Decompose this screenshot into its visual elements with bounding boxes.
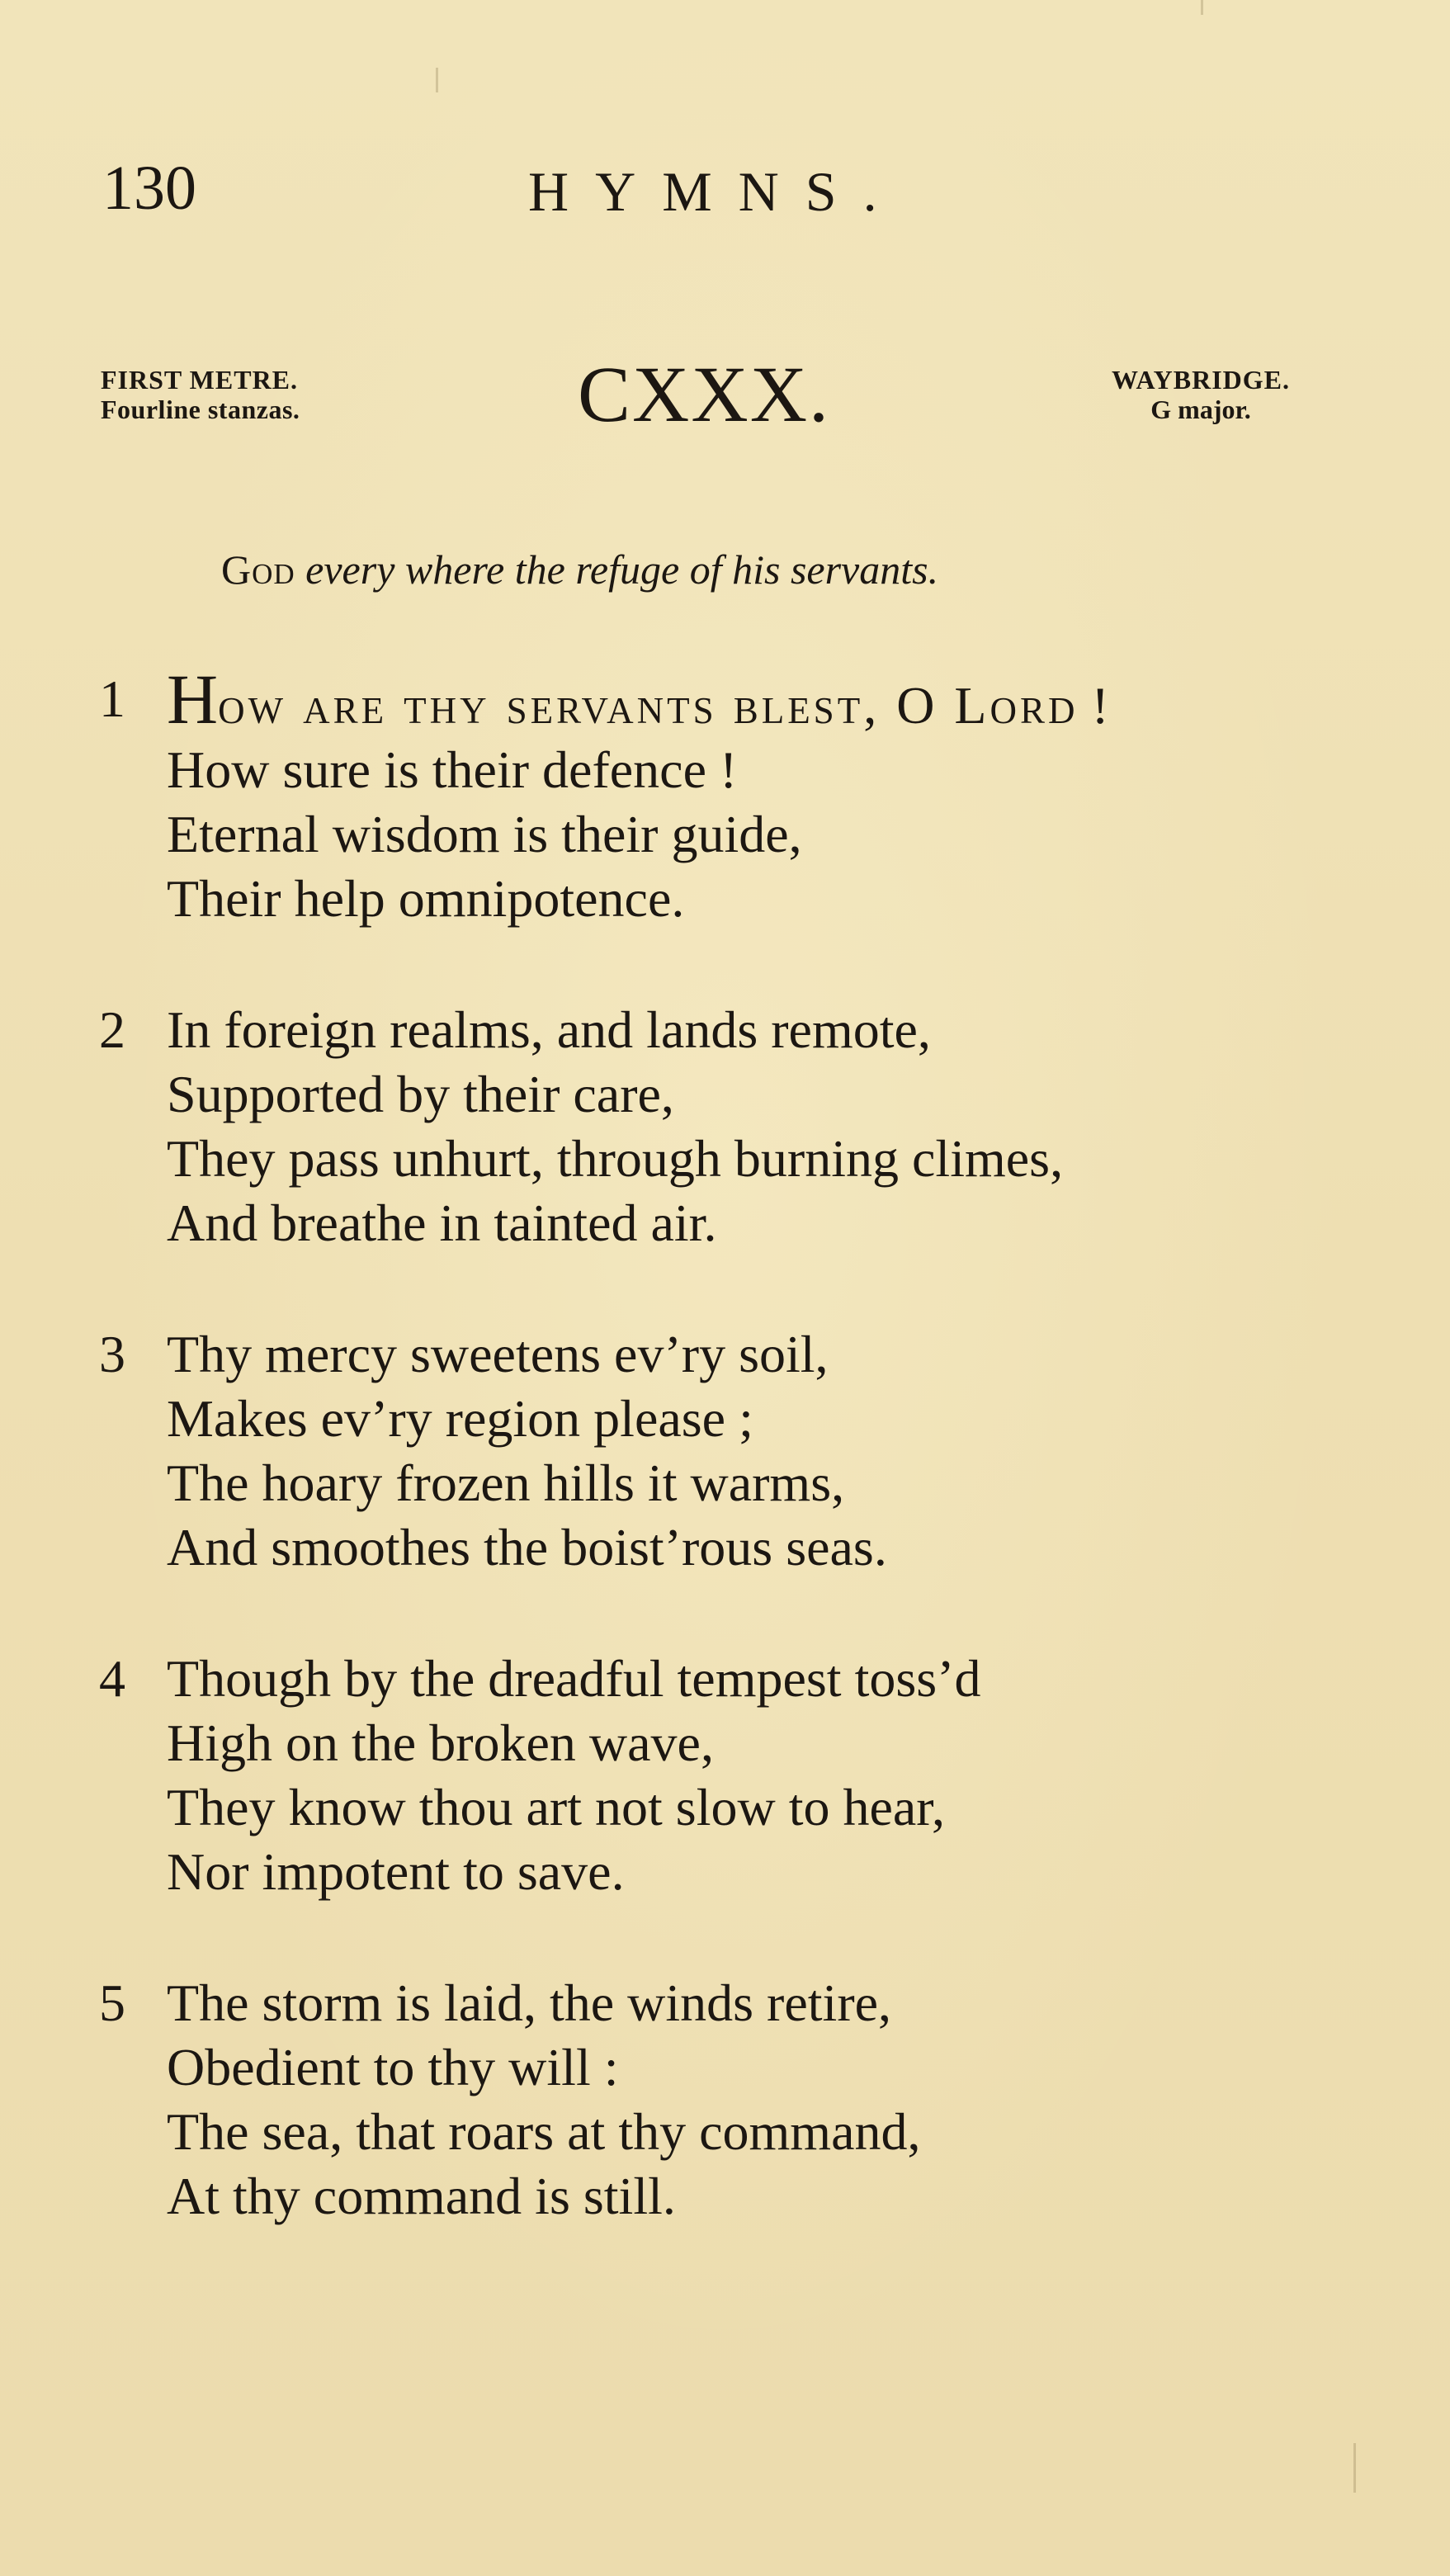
stanza-5: [99, 1971, 1386, 2229]
stanza-number: 3: [99, 1325, 125, 1383]
metre-info: [101, 365, 300, 424]
stanza-form-label: Fourline stanzas.: [101, 395, 300, 424]
tune-info: [1065, 365, 1337, 424]
stanza-4: [99, 1647, 1386, 1904]
stanza-number: 4: [99, 1649, 125, 1708]
verse-line-part: ow are thy servants blest, O: [218, 676, 955, 735]
drop-cap: H: [167, 659, 219, 739]
verse-line: The hoary frozen hills it warms,: [167, 1453, 845, 1512]
stanza-2: [99, 998, 1386, 1255]
stanza-number: 5: [99, 1973, 125, 2032]
hymn-number: CXXX.: [578, 350, 831, 438]
page-number: 130: [102, 154, 196, 223]
stanza-number: 1: [99, 669, 125, 728]
hymn-text: [99, 659, 1386, 2229]
verse-line: And breathe in tainted air.: [167, 1193, 717, 1252]
verse-line: The sea, that roars at thy command,: [167, 2102, 921, 2161]
verse-line: High on the broken wave,: [167, 1713, 714, 1772]
paper-mark: [436, 68, 438, 92]
verse-line: Thy mercy sweetens ev’ry soil,: [167, 1325, 829, 1383]
title-god: God: [221, 546, 295, 593]
verse-line: They know thou art not slow to hear,: [167, 1778, 946, 1836]
verse-line: They pass unhurt, through burning climes,: [167, 1129, 1064, 1188]
running-head: HYMNS.: [528, 160, 904, 223]
tune-name: WAYBRIDGE.: [1112, 365, 1290, 395]
verse-line: Though by the dreadful tempest toss’d: [167, 1649, 981, 1708]
verse-line: Eternal wisdom is their guide,: [167, 805, 802, 863]
verse-line: Obedient to thy will :: [167, 2038, 619, 2096]
verse-line: And smoothes the boist’rous seas.: [167, 1518, 887, 1576]
tune-key: G major.: [1150, 395, 1251, 424]
verse-line: Makes ev’ry region please ;: [167, 1389, 753, 1448]
paper-mark: [1201, 0, 1203, 15]
metre-label: FIRST METRE.: [101, 365, 299, 395]
verse-line: Their help omnipotence.: [167, 869, 685, 928]
verse-line: At thy command is still.: [167, 2167, 676, 2225]
verse-line-part: !: [1078, 676, 1109, 735]
verse-line: Supported by their care,: [167, 1065, 674, 1123]
verse-line: In foreign realms, and lands remote,: [167, 1000, 931, 1059]
lord-small-caps: Lord: [954, 676, 1079, 735]
paper-mark: [1353, 2443, 1356, 2493]
stanza-3: [99, 1322, 1386, 1580]
verse-line: The storm is laid, the winds retire,: [167, 1973, 892, 2032]
title-rest: every where the refuge of his servants.: [305, 546, 939, 593]
verse-line: How sure is their defence !: [167, 740, 738, 799]
stanza-number: 2: [99, 1000, 125, 1059]
stanza-1: [99, 659, 1386, 931]
verse-line: Nor impotent to save.: [167, 1842, 625, 1901]
verse-line: [167, 659, 1386, 739]
hymn-title: [221, 546, 939, 593]
